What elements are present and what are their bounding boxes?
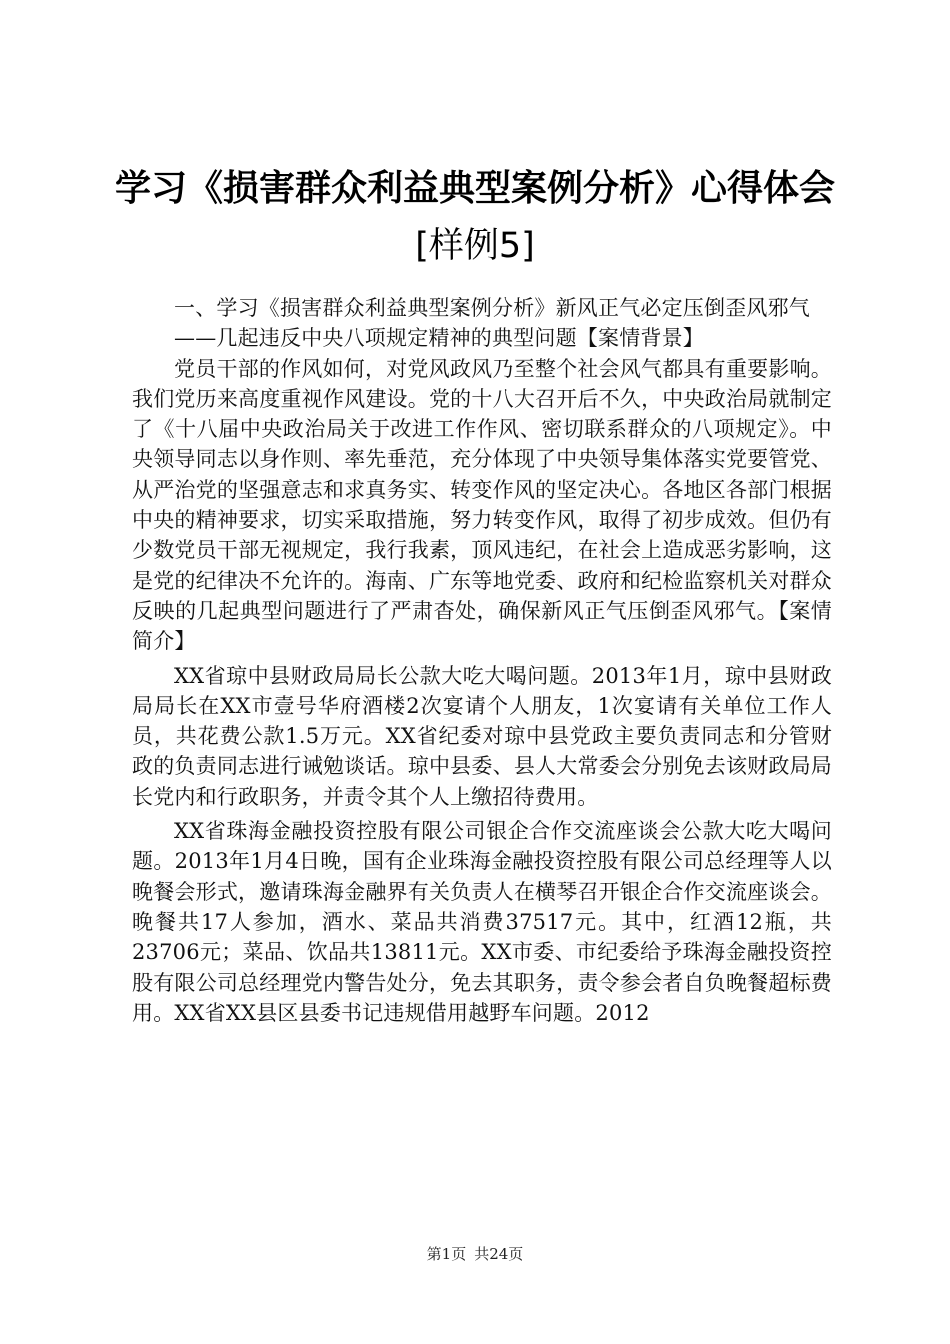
document-subtitle: [样例5] <box>415 226 535 266</box>
document-body <box>132 293 832 1028</box>
section-heading: 一、学习《损害群众利益典型案例分析》新风正气必定压倒歪风邪气 <box>174 296 810 320</box>
paragraph-case-2: XX省珠海金融投资控股有限公司银企合作交流座谈会公款大吃大喝问题。2013年1月4日晚，国有企业珠海金融投资控股有限公司总经理等人以晚餐会形式，邀请珠海金融界有关负责人在横琴召开银企合作交流座谈会。晚餐共17人参加，酒水、菜品共消费37517元。其中，红酒12瓶，共23706元；菜品、饮品共13811元。XX市委、市纪委给予珠海金融投资控股有限公司总经理党内警告处分，免去其职务，责令参会者自负晚餐超标费用。XX省XX县区县委书记违规借用越野车问题。2012 <box>132 819 832 1025</box>
paragraph-background: 党员干部的作风如何，对党风政风乃至整个社会风气都具有重要影响。我们党历来高度重视作风建设。党的十八大召开后不久，中央政治局就制定了《十八届中央政治局关于改进工作作风、密切联系群众的八项规定》。中央领导同志以身作则、率先垂范，充分体现了中央领导集体落实党要管党、从严治党的坚强意志和求真务实、转变作风的坚定决心。各地区各部门根据中央的精神要求，切实采取措施，努力转变作风，取得了初步成效。但仍有少数党员干部无视规定，我行我素，顶风违纪，在社会上造成恶劣影响，这是党的纪律决不允许的。海南、广东等地党委、政府和纪检监察机关对群众反映的几起典型问题进行了严肃杳处，确保新风正气压倒歪风邪气。【案情简介】 <box>132 356 832 654</box>
page-footer <box>0 1243 950 1264</box>
section-subheading: ——几起违反中央八项规定精神的典型问题【案情背景】 <box>174 326 704 351</box>
page-total: 共24页 <box>474 1245 524 1263</box>
paragraph-case-1: XX省琼中县财政局局长公款大吃大喝问题。2013年1月，琼中县财政局局长在XX市壹号华府酒楼2次宴请个人朋友，1次宴请有关单位工作人员，共花费公款1.5万元。XX省纪委对琼中县党政主要负责同志和分管财政的负责同志进行诫勉谈话。琼中县委、县人大常委会分别免去该财政局局长党内和行政职务，并责令其个人上缴招待费用。 <box>132 663 832 809</box>
page-number: 第1页 <box>426 1245 467 1263</box>
document-title: 学习《损害群众利益典型案例分析》心得体会 <box>114 168 835 209</box>
